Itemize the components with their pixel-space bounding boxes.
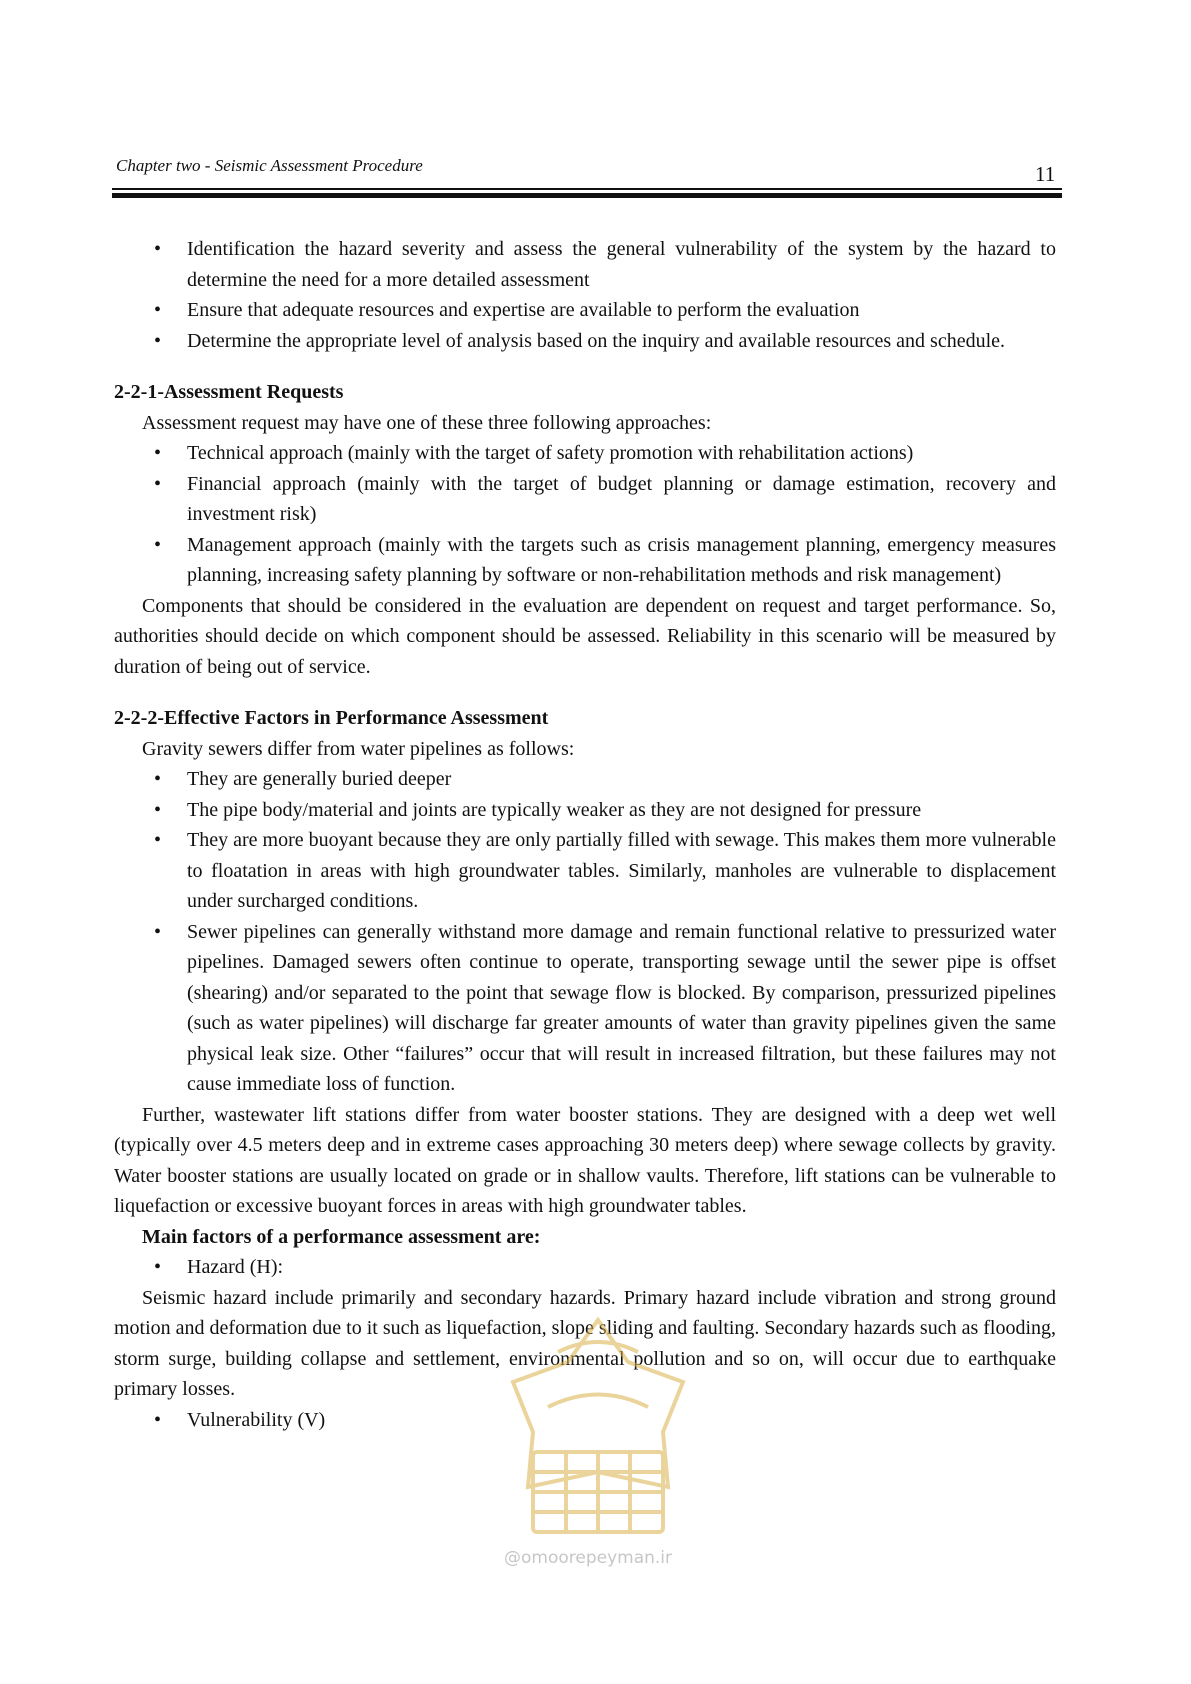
section-heading-2-2-2: 2-2-2-Effective Factors in Performance Assessment — [114, 707, 549, 729]
page-body — [114, 234, 1056, 1435]
header-rule-thin — [112, 188, 1062, 190]
list-item: • Hazard (H): — [114, 1252, 1056, 1283]
list-item: • Management approach (mainly with the targets such as crisis management planning, emergency measures planning, increasing safety planning by software or non-rehabilitation methods and risk management) — [114, 530, 1056, 591]
body-paragraph: Components that should be considered in the evaluation are dependent on request and target performance. So, authorities should decide on which component should be assessed. Reliability in this scenario will be measured by duration of being out of service. — [114, 594, 1056, 678]
page-number: 11 — [1035, 162, 1056, 186]
section-lead: Gravity sewers differ from water pipelines as follows: — [142, 737, 575, 760]
header-rule-thick — [112, 193, 1062, 198]
list-item: • Determine the appropriate level of analysis based on the inquiry and available resources and schedule. — [114, 326, 1056, 357]
list-item: • Financial approach (mainly with the target of budget planning or damage estimation, recovery and investment risk) — [114, 469, 1056, 530]
list-item: • Ensure that adequate resources and expertise are available to perform the evaluation — [114, 295, 1056, 326]
list-item: • Vulnerability (V) — [114, 1405, 1056, 1436]
hazard-bullet-list — [114, 1252, 1056, 1283]
sewer-difference-bullet-list — [114, 764, 1056, 1100]
section-lead: Assessment request may have one of these three following approaches: — [142, 411, 712, 434]
list-item: • They are more buoyant because they are only partially filled with sewage. This makes them more vulnerable to floatation in areas with high groundwater tables. Similarly, manholes are vulnerable to displacement under surcharged conditions. — [114, 825, 1056, 917]
body-paragraph: Further, wastewater lift stations differ from water booster stations. They are designed with a deep wet well (typically over 4.5 meters deep and in extreme cases approaching 30 meters deep) where sewage collects by gravity. Water booster stations are usually located on grade or in shallow vaults. Therefore, lift stations can be vulnerable to liquefaction or excessive buoyant forces in areas with high groundwater tables. — [114, 1103, 1056, 1217]
list-item: • Identification the hazard severity and assess the general vulnerability of the system by the hazard to determine the need for a more detailed assessment — [114, 234, 1056, 295]
list-item: • The pipe body/material and joints are typically weaker as they are not designed for pressure — [114, 795, 1056, 826]
vulnerability-bullet-list — [114, 1405, 1056, 1436]
list-item: • Sewer pipelines can generally withstand more damage and remain functional relative to pressurized water pipelines. Damaged sewers often continue to operate, transporting sewage until the sewer pipe is offset (shearing) and/or separated to the point that sewage flow is blocked. By comparison, pressurized pipelines (such as water pipelines) will discharge far greater amounts of water than gravity pipelines given the same physical leak size. Other “failures” occur that will result in increased filtration, but these failures may not cause immediate loss of function. — [114, 917, 1056, 1100]
intro-bullet-list — [114, 234, 1056, 356]
section-heading-2-2-1: 2-2-1-Assessment Requests — [114, 381, 344, 403]
approach-bullet-list — [114, 438, 1056, 591]
list-item: • They are generally buried deeper — [114, 764, 1056, 795]
body-paragraph: Seismic hazard include primarily and secondary hazards. Primary hazard include vibration and strong ground motion and deformation due to it such as liquefaction, slope sliding and faulting. Secondary hazards such as flooding, storm surge, building collapse and settlement, environmental pollution and so on, will occur due to earthquake primary losses. — [114, 1286, 1057, 1400]
watermark-url: @omoorepeyman.ir — [504, 1548, 673, 1568]
main-factors-heading: Main factors of a performance assessment are: — [142, 1225, 541, 1248]
list-item: • Technical approach (mainly with the target of safety promotion with rehabilitation actions) — [114, 438, 1056, 469]
running-header-title: Chapter two - Seismic Assessment Procedure — [116, 156, 423, 175]
